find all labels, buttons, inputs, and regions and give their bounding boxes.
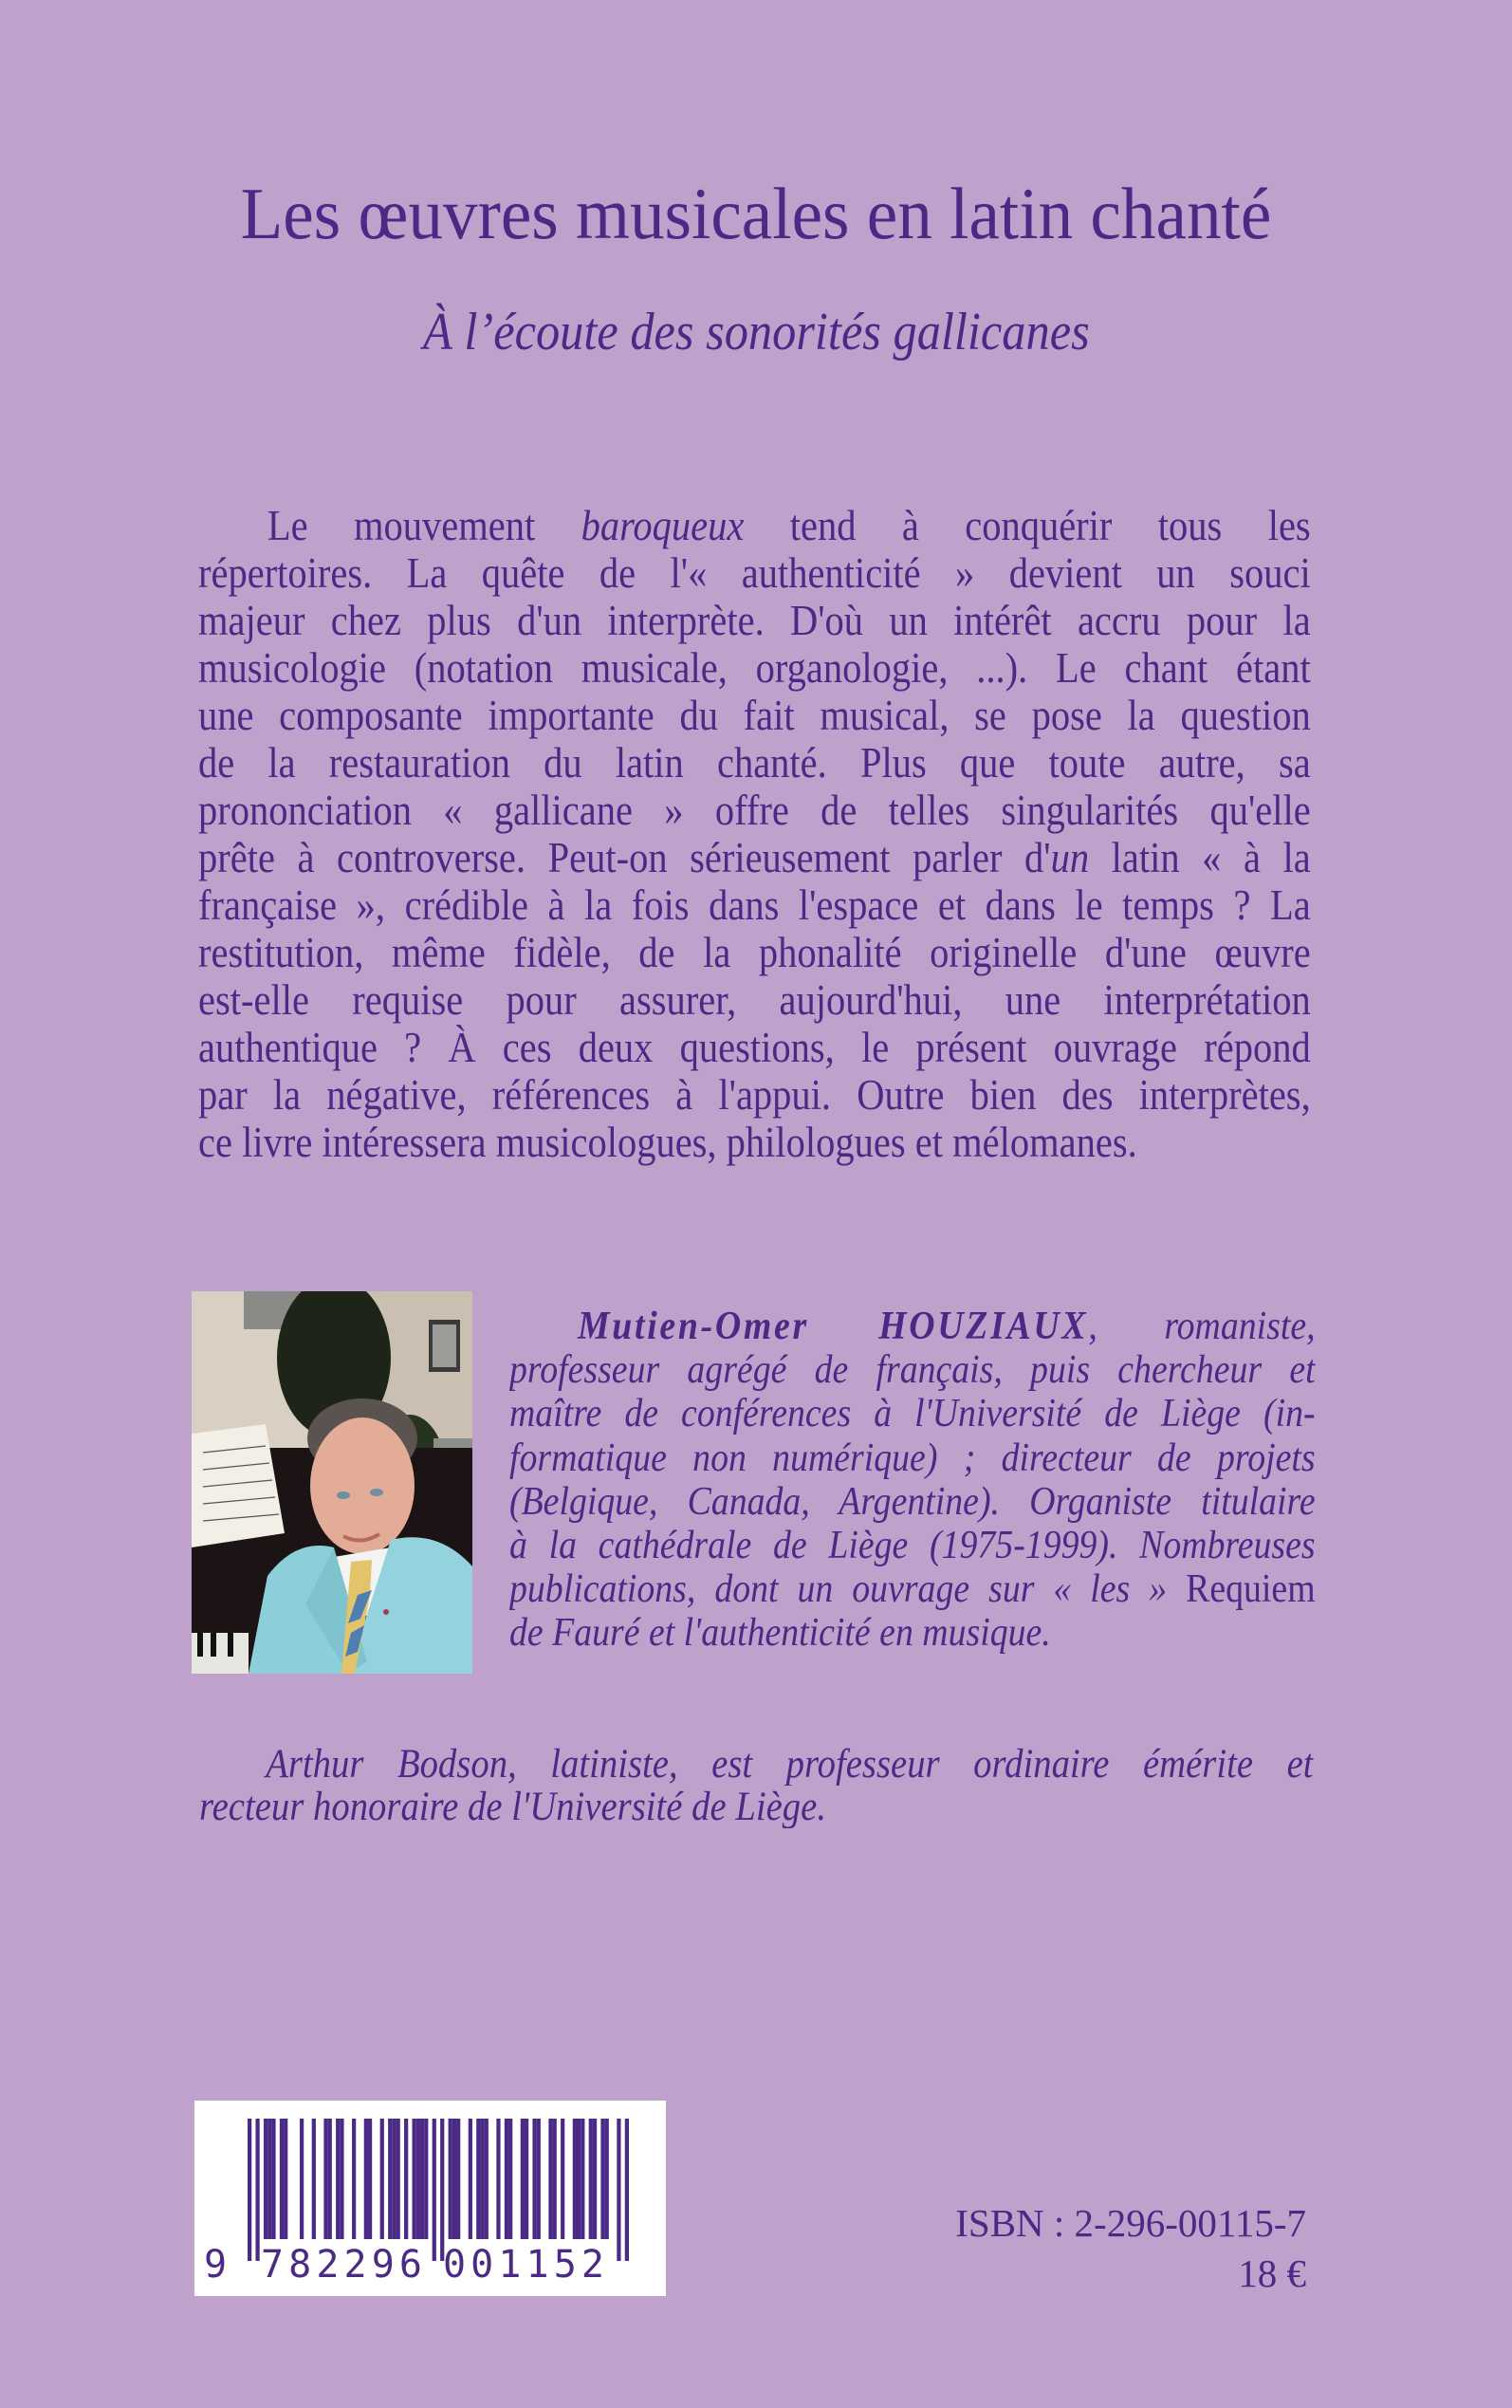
coauthor-bio-line: Arthur Bodson, latiniste, est professeur ordinaire émérite et [266, 1743, 1314, 1786]
isbn-label: ISBN : 2-296-00115-7 [955, 2201, 1306, 2245]
author-bio-line: formatique non numérique) ; directeur de projets [509, 1436, 1316, 1480]
work-title-requiem: Requiem [1186, 1567, 1316, 1612]
blurb-line: une composante importante du fait musical, se pose la question [198, 692, 1311, 739]
author-bio-line: (Belgique, Canada, Argentine). Organiste titulaire [509, 1479, 1316, 1524]
emphasis-un: un [1050, 834, 1090, 881]
barcode [194, 2101, 666, 2296]
price-label: 18 € [1238, 2251, 1306, 2295]
barcode-left-digits: 782296 [261, 2243, 422, 2287]
barcode-right-digits: 001152 [443, 2243, 604, 2287]
blurb-line: répertoires. La quête de l'« authenticité » devient un souci [198, 549, 1311, 597]
author-bio-line: à la cathédrale de Liège (1975-1999). Nombreuses [509, 1523, 1316, 1567]
author-bio-line: de Fauré et l'authenticité en musique. [509, 1611, 1051, 1656]
blurb-line: prononciation « gallicane » offre de telles singularités qu'elle [198, 787, 1311, 834]
blurb-line: est-elle requise pour assurer, aujourd'hui, une interprétation [198, 976, 1311, 1024]
author-bio-line: Mutien-Omer HOUZIAUX, romaniste, [578, 1305, 1316, 1348]
coauthor-bio [199, 1743, 1314, 1828]
blurb-line: par la négative, références à l'appui. Outre bien des interprètes, [198, 1071, 1311, 1119]
blurb-paragraph [198, 502, 1311, 1166]
blurb-line: restitution, même fidèle, de la phonalité originelle d'une œuvre [198, 929, 1311, 976]
blurb-line: prête à controverse. Peut-on sérieusement parler d'un latin « à la [198, 834, 1311, 881]
blurb-line: majeur chez plus d'un interprète. D'où un intérêt accru pour la [198, 597, 1311, 644]
author-bio-line: professeur agrégé de français, puis chercheur et [509, 1348, 1316, 1393]
blurb-line: française », crédible à la fois dans l'espace et dans le temps ? La [198, 881, 1311, 929]
book-title-text: Les œuvres musicales en latin chanté [240, 173, 1272, 254]
book-title [0, 171, 1512, 256]
author-name: Mutien-Omer HOUZIAUX [578, 1305, 1089, 1348]
author-bio-line: maître de conférences à l'Université de Liège (in- [509, 1392, 1316, 1436]
emphasis-baroqueux: baroqueux [581, 502, 745, 549]
barcode-bars [194, 2101, 666, 2296]
portrait-illustration [192, 1291, 472, 1674]
author-bio [509, 1305, 1316, 1656]
book-subtitle [0, 299, 1512, 365]
author-photo [192, 1291, 472, 1674]
book-subtitle-text: À l’écoute des sonorités gallicanes [422, 303, 1090, 361]
blurb-line: musicologie (notation musicale, organologie, ...). Le chant étant [198, 644, 1311, 692]
blurb-line: Le mouvement baroqueux tend à conquérir tous les [267, 502, 1311, 549]
author-bio-line: publications, dont un ouvrage sur « les » Requiem [509, 1567, 1316, 1612]
blurb-line: de la restauration du latin chanté. Plus que toute autre, sa [198, 739, 1311, 787]
barcode-first-digit: 9 [204, 2243, 228, 2287]
blurb-line: authentique ? À ces deux questions, le présent ouvrage répond [198, 1024, 1311, 1071]
coauthor-bio-line: recteur honoraire de l'Université de Liège. [199, 1786, 827, 1828]
blurb-line: ce livre intéressera musicologues, philologues et mélomanes. [198, 1119, 1137, 1166]
